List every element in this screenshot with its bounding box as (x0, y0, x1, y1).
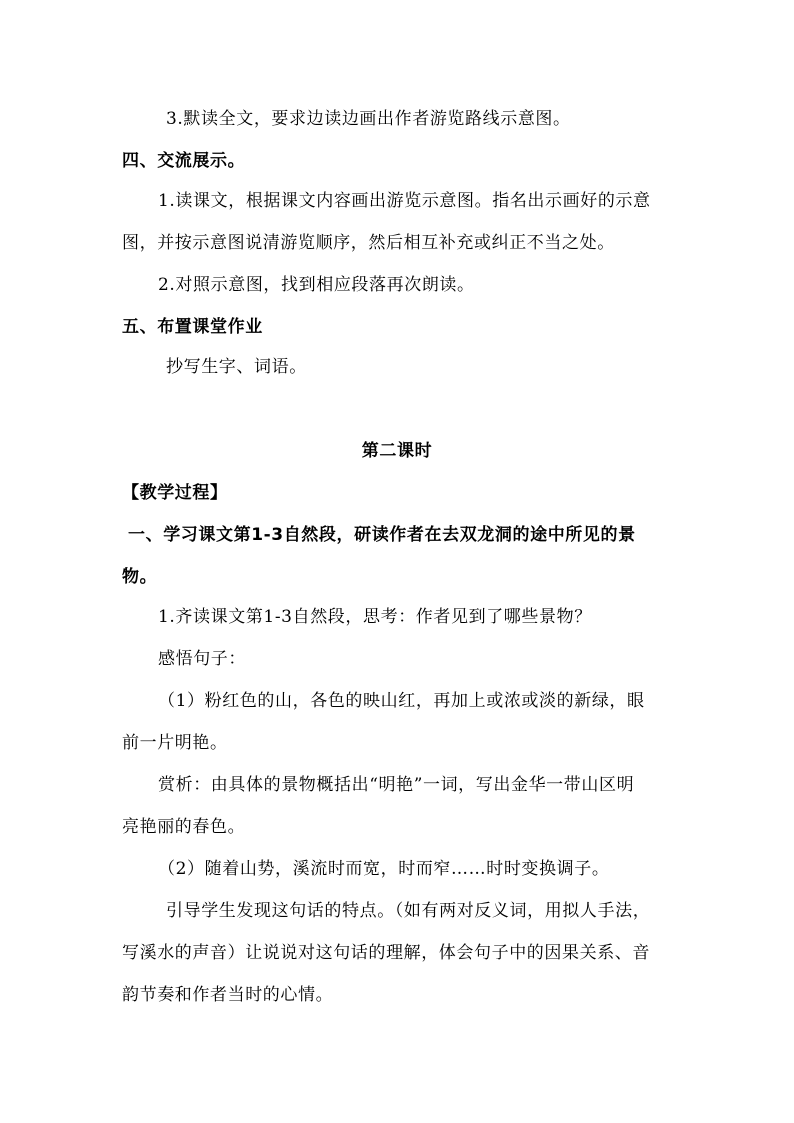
step-3-text: 3.默读全文，要求边读边画出作者游览路线示意图。 (166, 109, 571, 129)
section-1-heading-line1: 一、学习课文第1-3自然段，研读作者在去双龙洞的途中所见的景 (128, 525, 636, 545)
section-4-heading: 四、交流展示。 (122, 151, 246, 171)
lesson-title: 第二课时 (361, 441, 433, 461)
teaching-process-heading: 【教学过程】 (122, 483, 228, 503)
guide-line3: 韵节奏和作者当时的心情。 (122, 985, 334, 1005)
sentence-2: （2）随着山势，溪流时而宽，时而窄……时时变换调子。 (158, 859, 610, 879)
section-5-heading: 五、布置课堂作业 (122, 317, 263, 337)
appreciation-line1: 赏析：由具体的景物概括出“明艳”一词，写出金华一带山区明 (158, 775, 635, 795)
sentence-1-line2: 前一片明艳。 (122, 733, 228, 753)
guide-line2: 写溪水的声音）让说说对这句话的理解，体会句子中的因果关系、音 (122, 943, 650, 963)
guide-line1: 引导学生发现这句话的特点。（如有两对反义词，用拟人手法， (166, 901, 651, 921)
appreciation-line2: 亮艳丽的春色。 (122, 817, 246, 837)
sentence-label: 感悟句子： (158, 649, 246, 669)
read-question-text: 1.齐读课文第1-3自然段，思考：作者见到了哪些景物？ (158, 607, 592, 627)
step-1-text-line1: 1.读课文，根据课文内容画出游览示意图。指名出示画好的示意 (158, 191, 651, 211)
step-2-text: 2.对照示意图，找到相应段落再次朗读。 (158, 275, 475, 295)
step-1-text-line2: 图，并按示意图说清游览顺序，然后相互补充或纠正不当之处。 (122, 233, 615, 253)
homework-text: 抄写生字、词语。 (166, 357, 307, 377)
section-1-heading-line2: 物。 (122, 567, 158, 587)
sentence-1-line1: （1）粉红色的山，各色的映山红，再加上或浓或淡的新绿，眼 (158, 691, 645, 711)
